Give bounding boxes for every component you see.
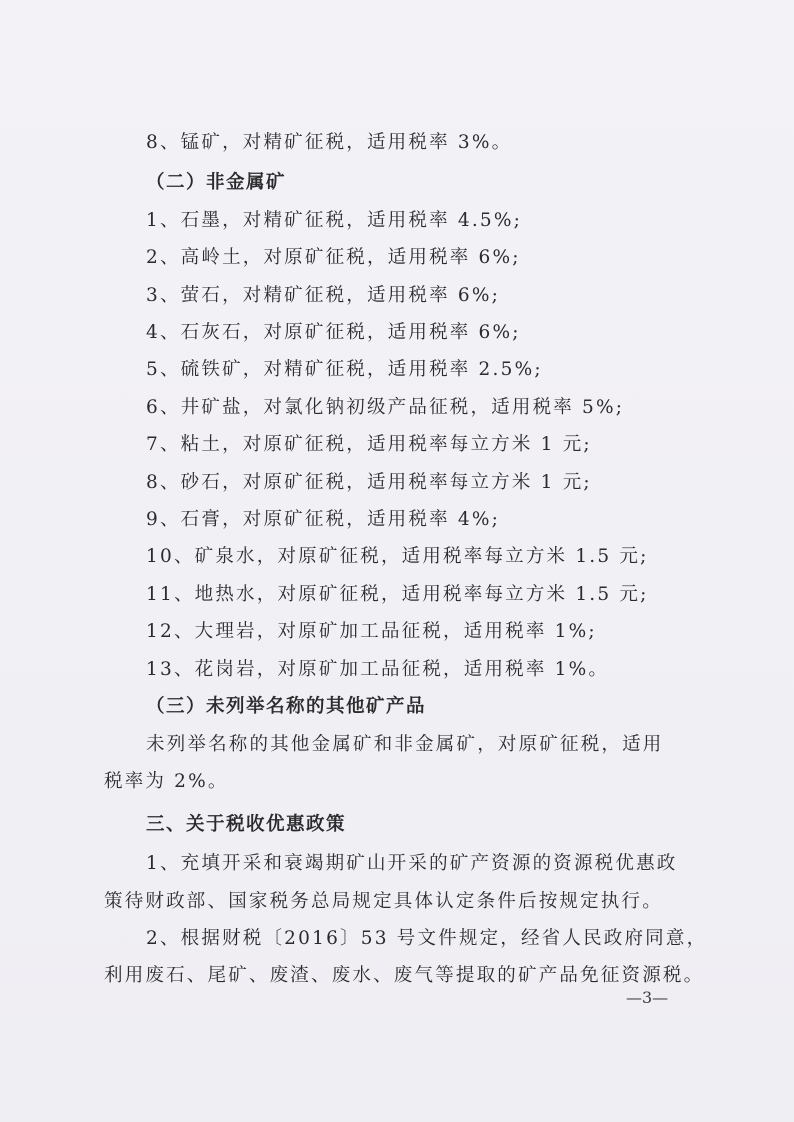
paragraph-incentive1-line2: 策待财政部、国家税务总局规定具体认定条件后按规定执行。: [104, 891, 663, 912]
paragraph-other-minerals-line1: 未列举名称的其他金属矿和非金属矿，对原矿征税，适用: [146, 734, 664, 755]
page-number: —3—: [626, 988, 669, 1007]
text-line-well-salt: 6、井矿盐，对氯化钠初级产品征税，适用税率 5%;: [146, 397, 625, 418]
text-line-clay: 7、粘土，对原矿征税，适用税率每立方米 1 元;: [146, 434, 592, 455]
paragraph-incentive1-line1: 1、充填开采和衰竭期矿山开采的矿产资源的资源税优惠政: [146, 853, 678, 874]
text-line-marble: 12、大理岩，对原矿加工品征税，适用税率 1%;: [146, 621, 597, 642]
text-line-mineral-water: 10、矿泉水，对原矿征税，适用税率每立方米 1.5 元;: [146, 546, 649, 567]
section-heading-other-minerals: （三）未列举名称的其他矿产品: [146, 696, 427, 717]
text-line-pyrite: 5、硫铁矿，对精矿征税，适用税率 2.5%;: [146, 359, 543, 380]
text-line-gypsum: 9、石膏，对原矿征税，适用税率 4%;: [146, 509, 501, 530]
text-line-graphite: 1、石墨，对精矿征税，适用税率 4.5%;: [146, 210, 523, 231]
section-heading-nonmetal: （二）非金属矿: [146, 172, 287, 193]
section-heading-tax-incentives: 三、关于税收优惠政策: [146, 814, 347, 835]
paragraph-other-minerals-line2: 税率为 2%。: [104, 771, 229, 792]
text-line-manganese: 8、锰矿，对精矿征税，适用税率 3%。: [146, 132, 513, 153]
text-line-geothermal-water: 11、地热水，对原矿征税，适用税率每立方米 1.5 元;: [146, 584, 649, 605]
paragraph-incentive2-line2: 利用废石、尾矿、废渣、废水、废气等提取的矿产品免征资源税。: [104, 965, 705, 986]
text-line-limestone: 4、石灰石，对原矿征税，适用税率 6%;: [146, 322, 521, 343]
text-line-sandstone: 8、砂石，对原矿征税，适用税率每立方米 1 元;: [146, 472, 592, 493]
text-line-granite: 13、花岗岩，对原矿加工品征税，适用税率 1%。: [146, 659, 610, 680]
text-line-kaolin: 2、高岭土，对原矿征税，适用税率 6%;: [146, 247, 521, 268]
paragraph-incentive2-line1: 2、根据财税〔2016〕53 号文件规定，经省人民政府同意，: [146, 928, 708, 949]
text-line-fluorite: 3、萤石，对精矿征税，适用税率 6%;: [146, 285, 501, 306]
